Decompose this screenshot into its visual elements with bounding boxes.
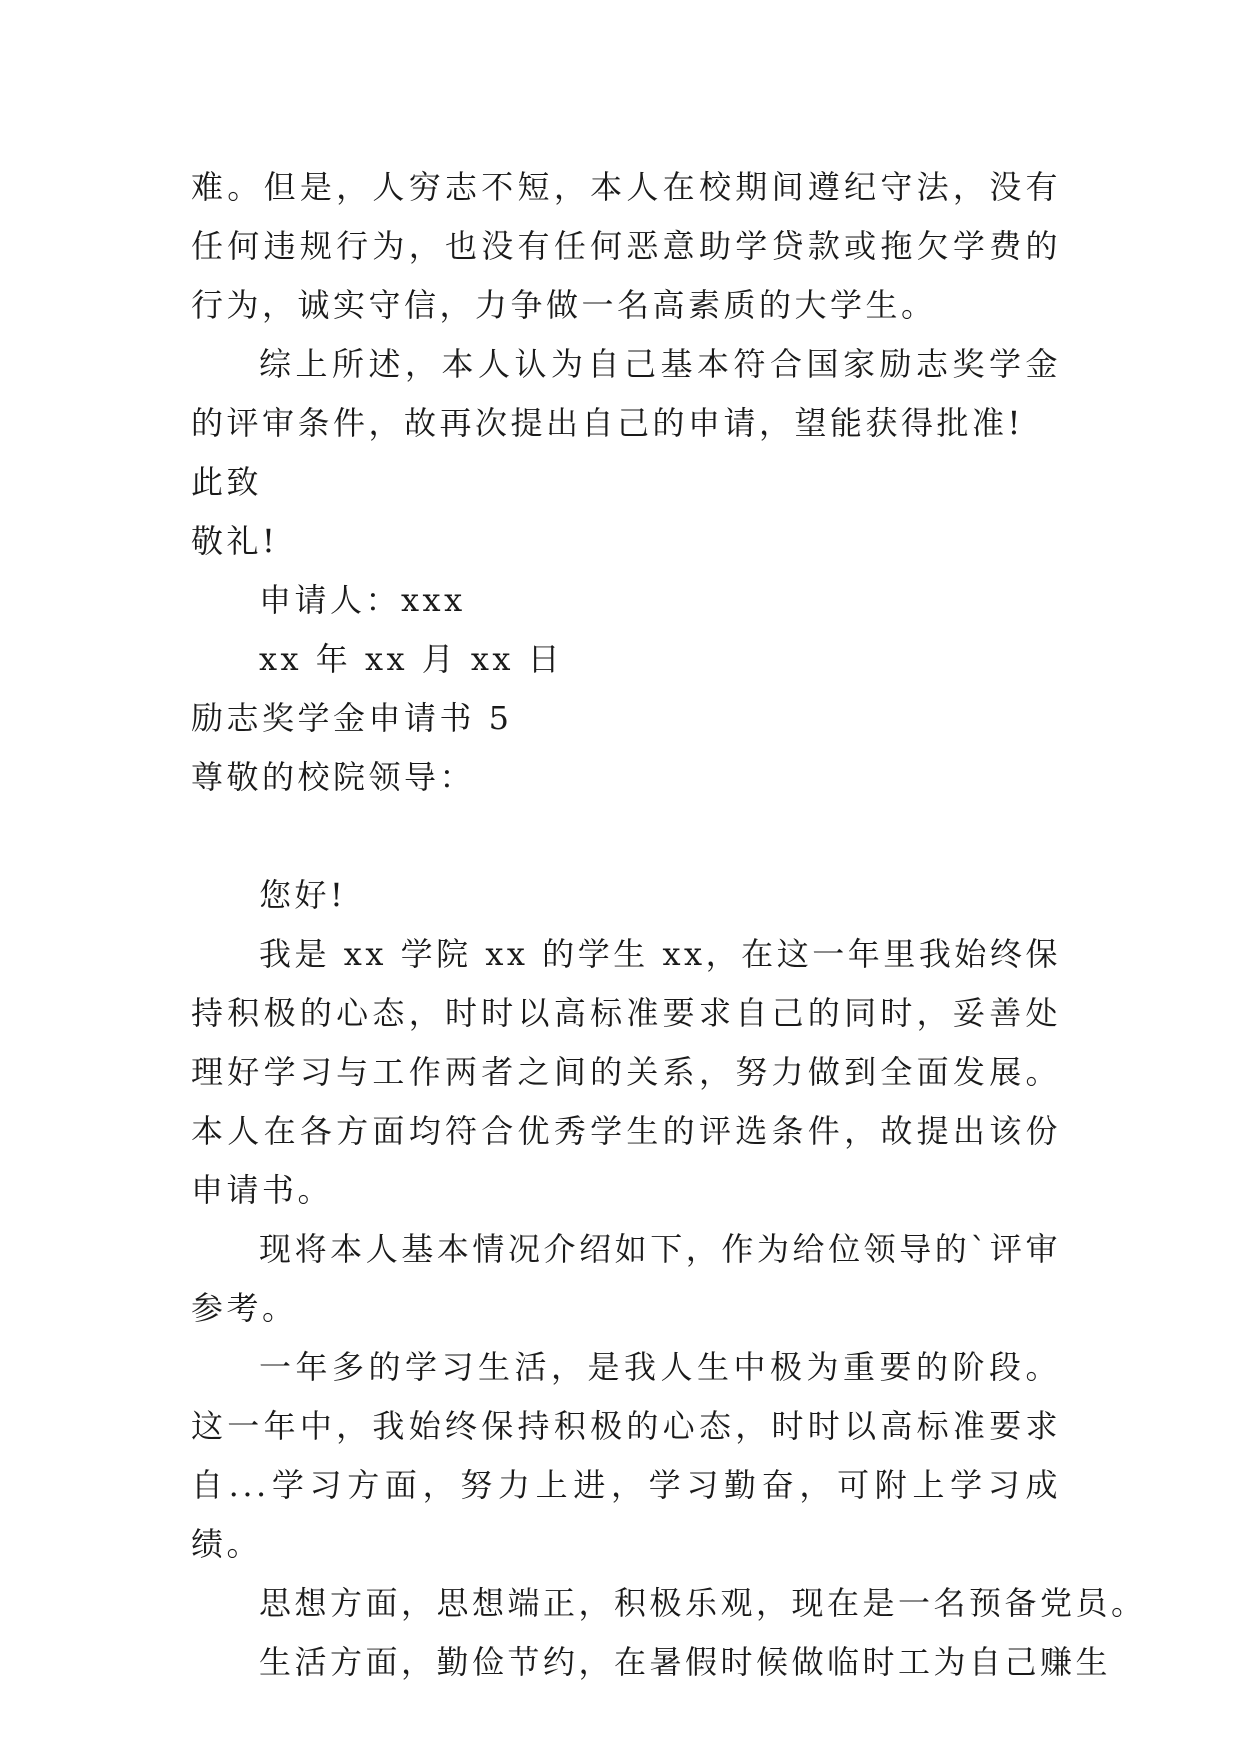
section-heading: 励志奖学金申请书 5 [191, 699, 513, 737]
paragraph-integrity: 难。但是，人穷志不短，本人在校期间遵纪守法，没有任何违规行为，也没有任何恶意助学贷款或拖欠学费的行为，诚实守信，力争做一名高素质的大学生。 [191, 168, 1061, 324]
document-body [191, 158, 1147, 1692]
paragraph-introduction: 我是 xx 学院 xx 的学生 xx，在这一年里我始终保持积极的心态，时时以高标准要求自己的同时，妥善处理好学习与工作两者之间的关系，努力做到全面发展。本人在各方面均符合优秀学生的评选条件，故提出该份申请书。 [191, 935, 1061, 1209]
paragraph-life: 生活方面，勤俭节约，在暑假时候做临时工为自己赚生 [259, 1643, 1112, 1681]
blank-line [191, 807, 1061, 866]
paragraph-conclusion: 综上所述，本人认为自己基本符合国家励志奖学金的评审条件，故再次提出自己的申请，望能获得批准! [191, 345, 1061, 442]
paragraph-study: 一年多的学习生活，是我人生中极为重要的阶段。这一年中，我始终保持积极的心态，时时以高标准要求自...学习方面，努力上进，学习勤奋，可附上学习成绩。 [191, 1348, 1061, 1563]
salutation: 尊敬的校院领导： [191, 758, 476, 796]
paragraph-ideology: 思想方面，思想端正，积极乐观，现在是一名预备党员。 [259, 1584, 1147, 1622]
closing-cizhi: 此致 [191, 463, 263, 501]
closing-jingli: 敬礼! [191, 522, 279, 560]
paragraph-overview: 现将本人基本情况介绍如下，作为给位领导的`评审参考。 [191, 1230, 1061, 1327]
signature-date: xx 年 xx 月 xx 日 [259, 640, 564, 678]
applicant-signature: 申请人：xxx [259, 581, 466, 619]
greeting: 您好! [259, 876, 347, 914]
